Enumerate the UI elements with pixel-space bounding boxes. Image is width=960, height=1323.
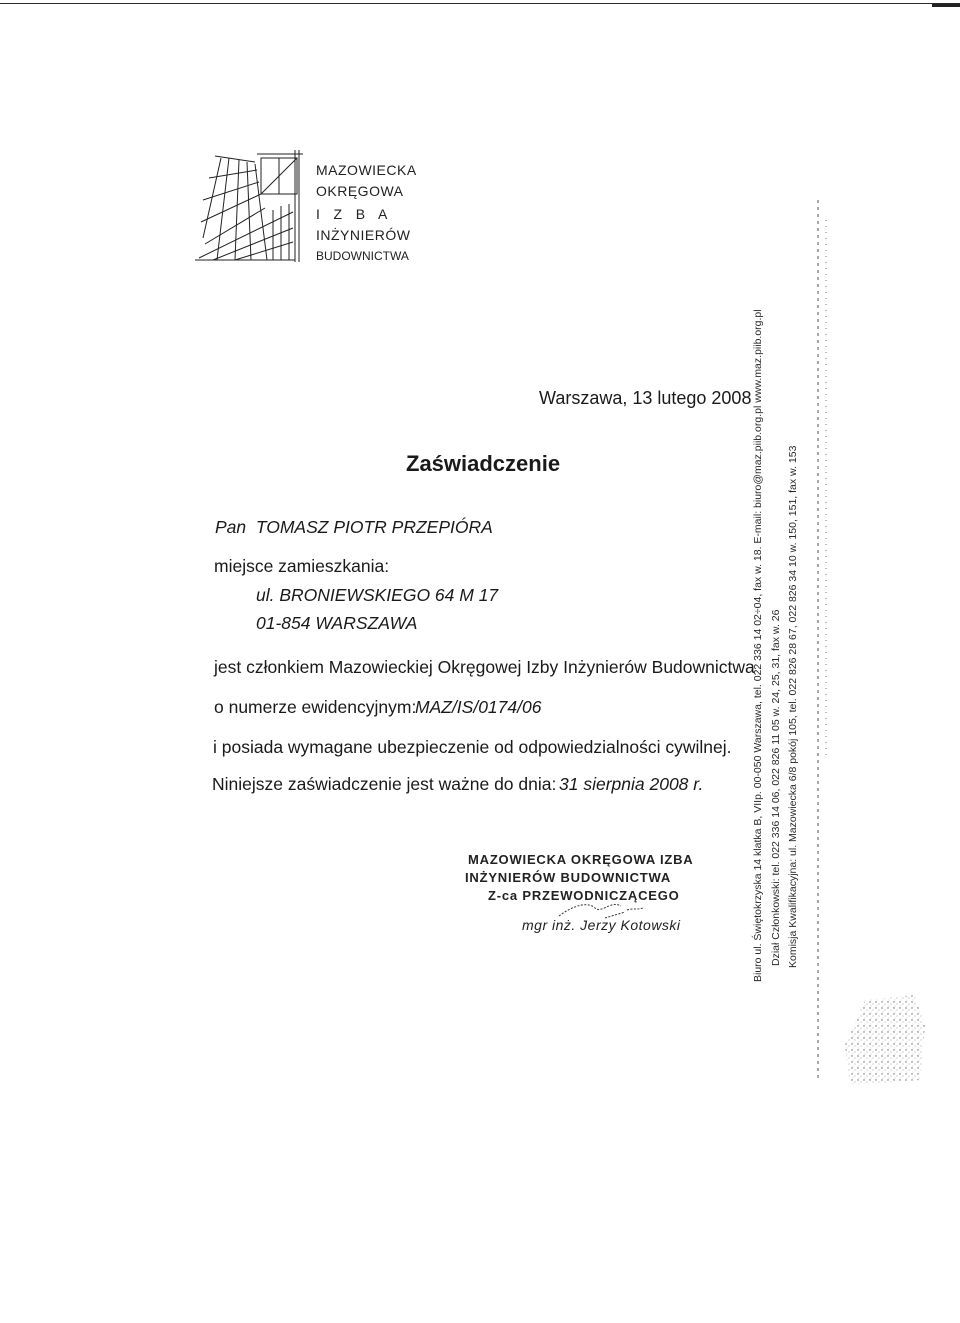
org-name-line-4: INŻYNIERÓW bbox=[316, 227, 411, 243]
org-name-line-1: MAZOWIECKA bbox=[316, 162, 417, 178]
scan-noise-lines bbox=[800, 200, 840, 1090]
org-name-line-5: BUDOWNICTWA bbox=[316, 249, 409, 263]
person-name: Pan TOMASZ PIOTR PRZEPIÓRA bbox=[215, 517, 493, 537]
registry-number: MAZ/IS/0174/06 bbox=[415, 697, 542, 717]
org-name-line-3: I Z B A bbox=[316, 206, 388, 222]
document-title: Zaświadczenie bbox=[406, 451, 561, 476]
stamp-line-2: INŻYNIERÓW BUDOWNICTWA bbox=[465, 870, 672, 885]
top-scan-mark bbox=[932, 4, 960, 7]
scan-noise-patch bbox=[845, 995, 925, 1085]
stamp-line-1: MAZOWIECKA OKRĘGOWA IZBA bbox=[468, 852, 694, 867]
membership-statement: jest członkiem Mazowieckiej Okręgowej Izby Inżynierów Budownictwa bbox=[214, 657, 755, 677]
address-city: 01-854 WARSZAWA bbox=[256, 613, 418, 633]
sidebar-address-line-3: Komisja Kwalifikacyjna: ul. Mazowiecka 6/8 pokój 105, tel. 022 826 28 67, 022 826 34 10 w. 150, 151, fax w. 153 bbox=[787, 445, 799, 968]
top-scan-line bbox=[0, 3, 960, 4]
validity-label: Niniejsze zaświadczenie jest ważne do dnia: bbox=[212, 774, 557, 794]
registry-label: o numerze ewidencyjnym: bbox=[214, 697, 417, 717]
org-name-line-2: OKRĘGOWA bbox=[316, 183, 404, 199]
signatory-name: mgr inż. Jerzy Kotowski bbox=[522, 917, 681, 933]
chamber-logo-icon bbox=[195, 148, 307, 264]
stamp-line-3: Z-ca PRZEWODNICZĄCEGO bbox=[488, 888, 680, 903]
sidebar-address-line-2: Dział Członkowski: tel. 022 336 14 06, 022 826 11 05 w. 24, 25, 31, fax w. 26 bbox=[770, 609, 782, 966]
insurance-statement: i posiada wymagane ubezpieczenie od odpowiedzialności cywilnej. bbox=[213, 737, 732, 757]
sidebar-address-line-1: Biuro ul. Świętokrzyska 14 klatka B, VIIp. 00-050 Warszawa, tel. 022 336 14 02÷04, fax w. 18. E-mail: biuro@maz.piib.org.pl www.maz.piib.org.pl bbox=[752, 309, 764, 982]
address-street: ul. BRONIEWSKIEGO 64 M 17 bbox=[256, 585, 499, 605]
residence-label: miejsce zamieszkania: bbox=[214, 556, 390, 576]
place-date: Warszawa, 13 lutego 2008 bbox=[539, 388, 752, 408]
validity-date: 31 sierpnia 2008 r. bbox=[559, 774, 704, 794]
